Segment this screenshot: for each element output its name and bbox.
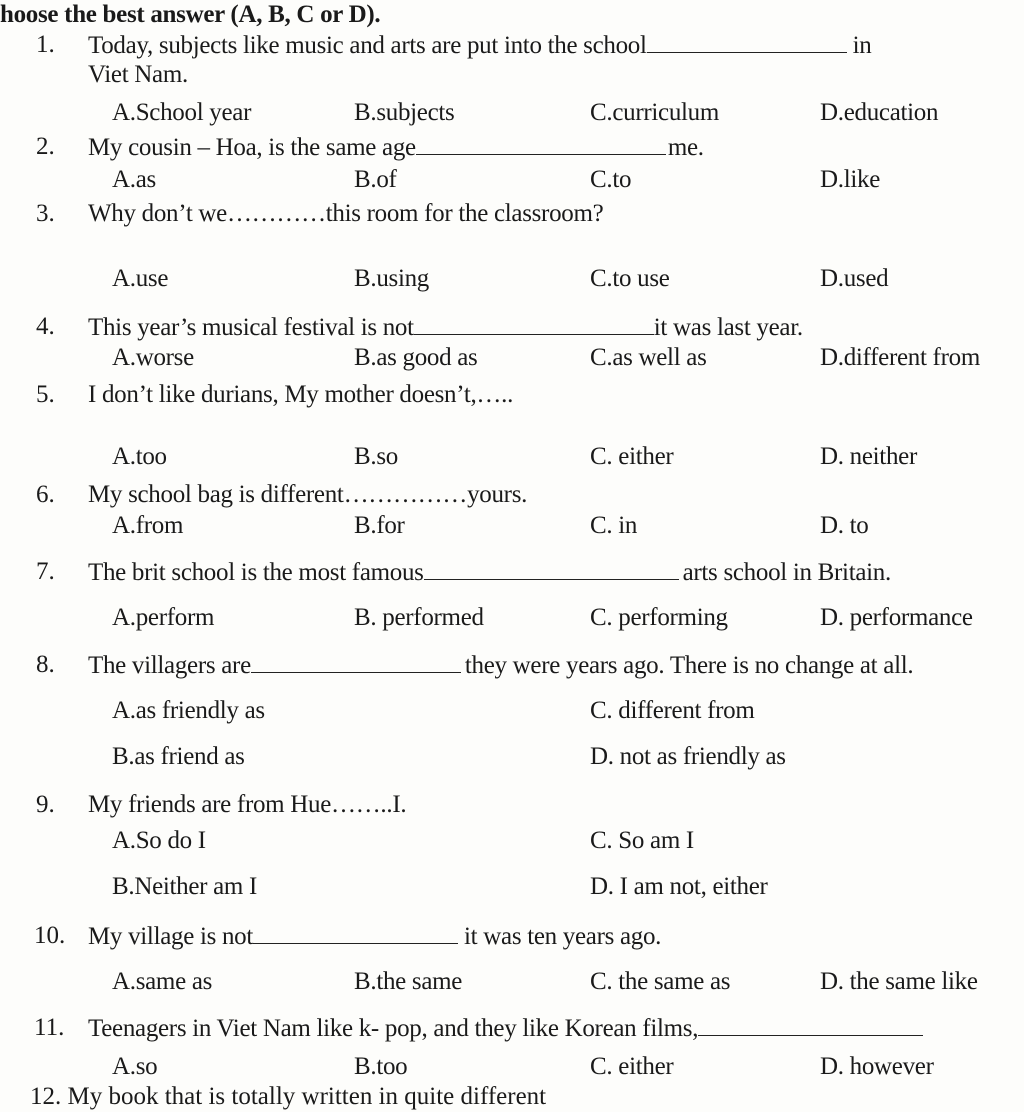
option-a: A.from [112, 512, 184, 539]
question-number: 6. [36, 481, 55, 508]
question-text: in [852, 32, 872, 59]
option-d: D. the same like [820, 968, 978, 995]
question-3: Why don’t we…………this room for the classroom? [88, 200, 604, 227]
option-a: A.as friendly as [112, 697, 265, 724]
question-text: The villagers are [88, 652, 251, 679]
question-number: 9. [36, 791, 55, 818]
question-number: 5. [36, 381, 55, 408]
option-b: B.as friend as [112, 743, 245, 770]
option-c: C. either [590, 443, 674, 470]
answer-blank [698, 1013, 923, 1036]
option-c: C.to [590, 166, 632, 193]
question-1-continuation: Viet Nam. [88, 61, 188, 88]
answer-blank [647, 30, 847, 53]
option-d: D. not as friendly as [590, 743, 786, 770]
question-number: 7. [36, 558, 55, 585]
question-10 [88, 921, 661, 952]
option-c: C. So am I [590, 827, 694, 854]
option-a: A.same as [112, 968, 213, 995]
answer-blank [253, 921, 458, 944]
question-number: 2. [36, 133, 55, 160]
instruction-heading: hoose the best answer (A, B, C or D). [0, 1, 381, 28]
option-d: D.different from [820, 344, 980, 371]
question-9: My friends are from Hue……..I. [88, 791, 407, 818]
option-d: D.like [820, 166, 880, 193]
question-text: My village is not [88, 923, 254, 950]
question-7 [88, 557, 891, 588]
question-2 [88, 132, 704, 163]
option-d: D. however [820, 1053, 934, 1080]
answer-blank [416, 132, 666, 155]
question-6: My school bag is different……………yours. [88, 481, 528, 508]
question-text: My cousin – Hoa, is the same age [88, 134, 416, 161]
option-a: A.School year [112, 99, 252, 126]
answer-blank [251, 650, 461, 673]
option-d: D. I am not, either [590, 873, 768, 900]
question-1 [88, 30, 872, 61]
question-number: 10. [34, 922, 66, 949]
question-text: me. [667, 134, 704, 161]
question-text: Today, subjects like music and arts are put into the school [88, 32, 647, 59]
option-a: A.too [112, 443, 167, 470]
option-b: B.the same [354, 968, 463, 995]
question-text: it was ten years ago. [464, 923, 662, 950]
option-c: C.to use [590, 265, 670, 292]
option-c: C. either [590, 1053, 674, 1080]
question-text: it was last year. [653, 314, 803, 341]
option-b: B.using [354, 265, 429, 292]
option-a: A.So do I [112, 827, 206, 854]
option-b: B.of [354, 166, 397, 193]
option-b: B.Neither am I [112, 873, 258, 900]
question-number: 3. [36, 200, 55, 227]
option-b: B.subjects [354, 99, 455, 126]
option-d: D.education [820, 99, 939, 126]
question-5: I don’t like durians, My mother doesn’t,….. [88, 381, 514, 408]
question-text: The brit school is the most famous [88, 559, 424, 586]
option-a: A.perform [112, 604, 215, 631]
option-a: A.so [112, 1053, 158, 1080]
option-b: B.too [354, 1053, 408, 1080]
answer-blank [424, 557, 679, 580]
cutoff-question-12: 12. My book that is totally written in quite different [30, 1083, 547, 1110]
option-a: A.use [112, 265, 169, 292]
question-text: they were years ago. There is no change at all. [464, 652, 914, 679]
option-b: B.for [354, 512, 405, 539]
option-c: C.as well as [590, 344, 707, 371]
option-c: C. the same as [590, 968, 731, 995]
option-b: B.as good as [354, 344, 478, 371]
question-number: 8. [36, 651, 55, 678]
option-a: A.worse [112, 344, 194, 371]
answer-blank [414, 312, 654, 335]
option-c: C.curriculum [590, 99, 720, 126]
option-a: A.as [112, 166, 156, 193]
question-text: This year’s musical festival is not [88, 314, 414, 341]
option-d: D. to [820, 512, 869, 539]
option-c: C. different from [590, 697, 755, 724]
question-number: 11. [34, 1014, 65, 1041]
question-11 [88, 1013, 923, 1044]
option-d: D.used [820, 265, 889, 292]
option-d: D. neither [820, 443, 917, 470]
option-c: C. performing [590, 604, 728, 631]
question-4 [88, 312, 803, 343]
question-text: arts school in Britain. [682, 559, 891, 586]
question-number: 4. [36, 313, 55, 340]
option-b: B.so [354, 443, 398, 470]
question-text: Teenagers in Viet Nam like k- pop, and they like Korean films, [88, 1015, 699, 1042]
question-8 [88, 650, 913, 681]
option-c: C. in [590, 512, 638, 539]
option-b: B. performed [354, 604, 484, 631]
option-d: D. performance [820, 604, 973, 631]
question-number: 1. [36, 31, 55, 58]
